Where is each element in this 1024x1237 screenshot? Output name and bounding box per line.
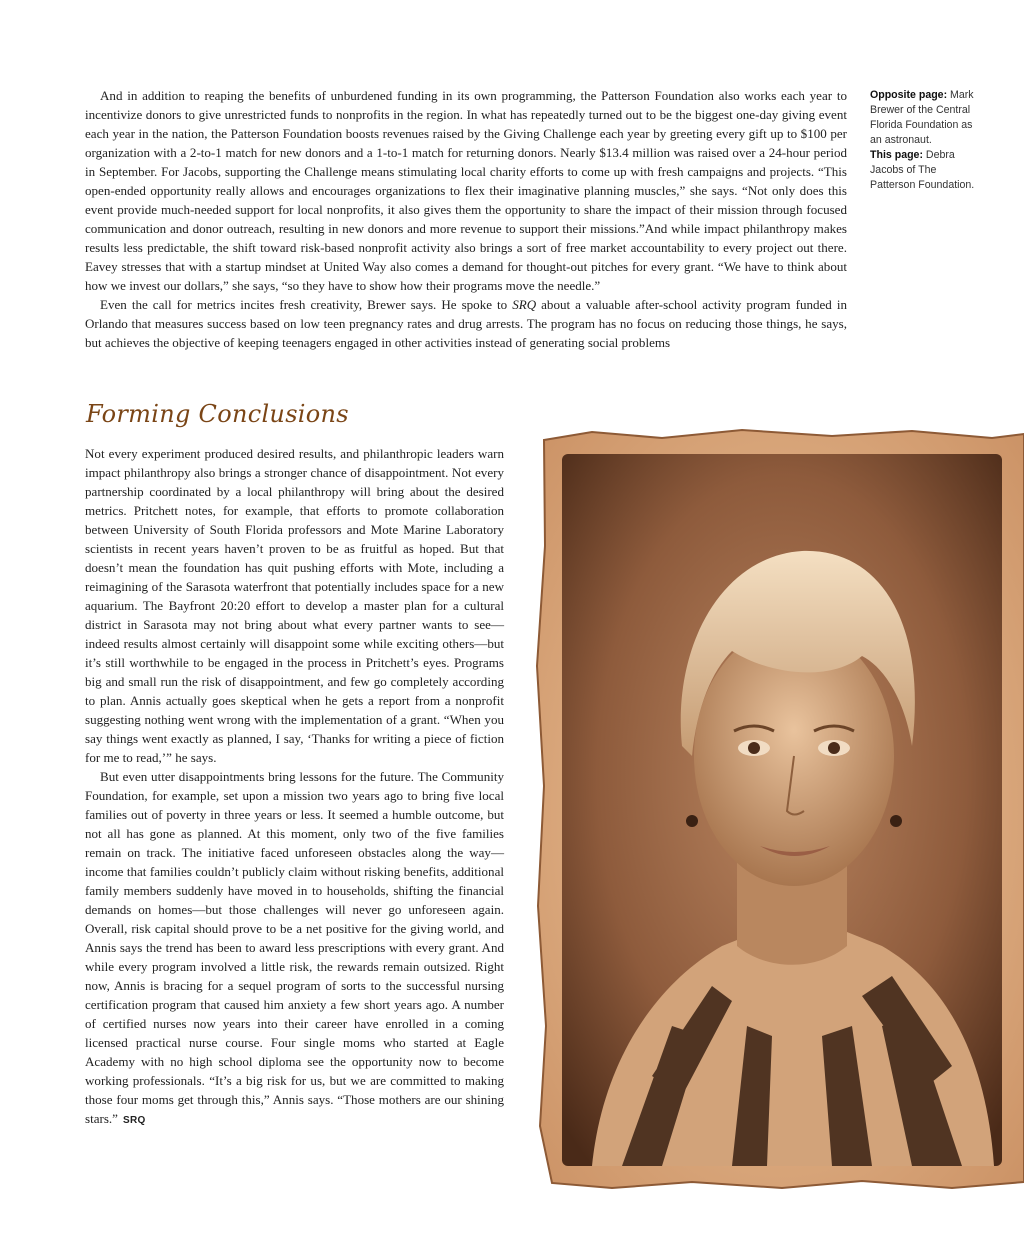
caption-text: Debra Jacobs of The Patterson Foundation. (870, 149, 975, 191)
paragraph: And in addition to reaping the benefits of unburdened funding in its own programming, the Patterson Foundation also works each year to incentivize donors to give unrestricted funds to nonprofits in the region. In what has repeatedly turned out to be the biggest one-day giving event each year in the nation, the Patterson Foundation boosts revenues raised by the Giving Challenge each year by greeting every gift up to $100 per organization with a 2-to-1 match for new donors and a 1-to-1 match for returning donors. Nearly $13.4 million was raised over a 24-hour period in September. For Jacobs, supporting the Challenge means stimulating local charity efforts to come up with fresh campaigns and projects. “This open-ended opportunity really allows and encourages organizations to flex their imaginative planning muscles,” she says. “Not only does this event provide much-needed support for local nonprofits, it also gives them the opportunity to share the impact of their mission through focused communication and donor outreach, resulting in new donors and more revenue to support their missions.”And while impact philanthropy makes results less predictable, the shift toward risk-based nonprofit activity also brings a sort of free market accountability to every project out there. Eavey stresses that with a startup mindset at United Way also comes a demand for thought-out pitches for every grant. “We have to think about how we invest our dollars,” she says, “so they have to show how their programs move the needle.” (85, 88, 847, 293)
body-text-column (85, 444, 504, 1130)
body-text-top (85, 86, 847, 352)
publication-name: SRQ (512, 297, 537, 312)
caption-text: Mark Brewer of the Central Florida Foundation as an astronaut. (870, 89, 974, 146)
caption-label: This page: (870, 149, 923, 161)
section-heading: Forming Conclusions (86, 400, 349, 428)
photo-caption (870, 88, 980, 193)
signature-mark: SRQ (122, 1115, 146, 1126)
paragraph-text: Even the call for metrics incites fresh creativity, Brewer says. He spoke to (100, 297, 513, 312)
paragraph-text: But even utter disappointments bring lessons for the future. The Community Foundation, for example, set upon a mission two years ago to bring five local families out of poverty in three years or less. It seemed a humble outcome, but not all has gone as planned. At this moment, only two of the five families remain on track. The initiative faced unforeseen obstacles along the way—income that families couldn’t publicly claim without risking benefits, additional family members suddenly have moved in to households, shifting the financial demands on homes—but those challenges will never go unforeseen again. Overall, risk capital should prove to be a net positive for the giving world, and Annis says the trend has been to award less prescriptions with every grant. And while every program involved a little risk, the rewards remain outsized. Right now, Annis is bracing for a sequel program of sorts to the successful nursing certification program that caused him anxiety a few short years ago. A number of certified nurses now years into their career have enrolled in a coming licensed practical nurse course. Four single moms who started at Eagle Academy with no high school diploma see the opportunity now to become working professionals. “It’s a big risk for us, but we are committed to making those four moms get through this,” Annis says. “Those mothers are our shining stars.” (85, 769, 504, 1126)
paragraph: Not every experiment produced desired results, and philanthropic leaders warn impact philanthropy also brings a stronger chance of disappointment. Not every partnership coordinated by a local philanthropy will bring about the desired metrics. Pritchett notes, for example, that efforts to promote collaboration between University of South Florida professors and Mote Marine Laboratory scientists in recent years haven’t proven to be as fruitful as hoped. But that doesn’t mean the foundation has quit pushing efforts with Mote, including a reimagining of the Sarasota waterfront that potentially includes space for a new aquarium. The Bayfront 20:20 effort to develop a master plan for a cultural district in Sarasota may not bring about what every partner wants to see—indeed results almost certainly will disappoint some while exciting others—but it’s still worthwhile to be engaged in the process in Pritchett’s eyes. Programs big and small run the risk of disappointment, and few go completely according to plan. Annis actually goes skeptical when he gets a report from a nonprofit suggesting nothing went wrong with the implementation of a grant. “When you say things went exactly as planned, I say, ‘Thanks for writing a piece of fiction for me to read,’” he says. (85, 446, 504, 765)
caption-label: Opposite page: (870, 89, 948, 101)
portrait-photo (532, 426, 1024, 1191)
paragraph (85, 767, 504, 1130)
paragraph (85, 295, 847, 352)
paragraph-text: about a valuable after-school activity program funded in Orlando that measures success based on low teen pregnancy rates and drug arrests. The program has no focus on reducing those things, he says, but achieves the objective of keeping teenagers engaged in other activities instead of generating social problems (85, 297, 848, 350)
